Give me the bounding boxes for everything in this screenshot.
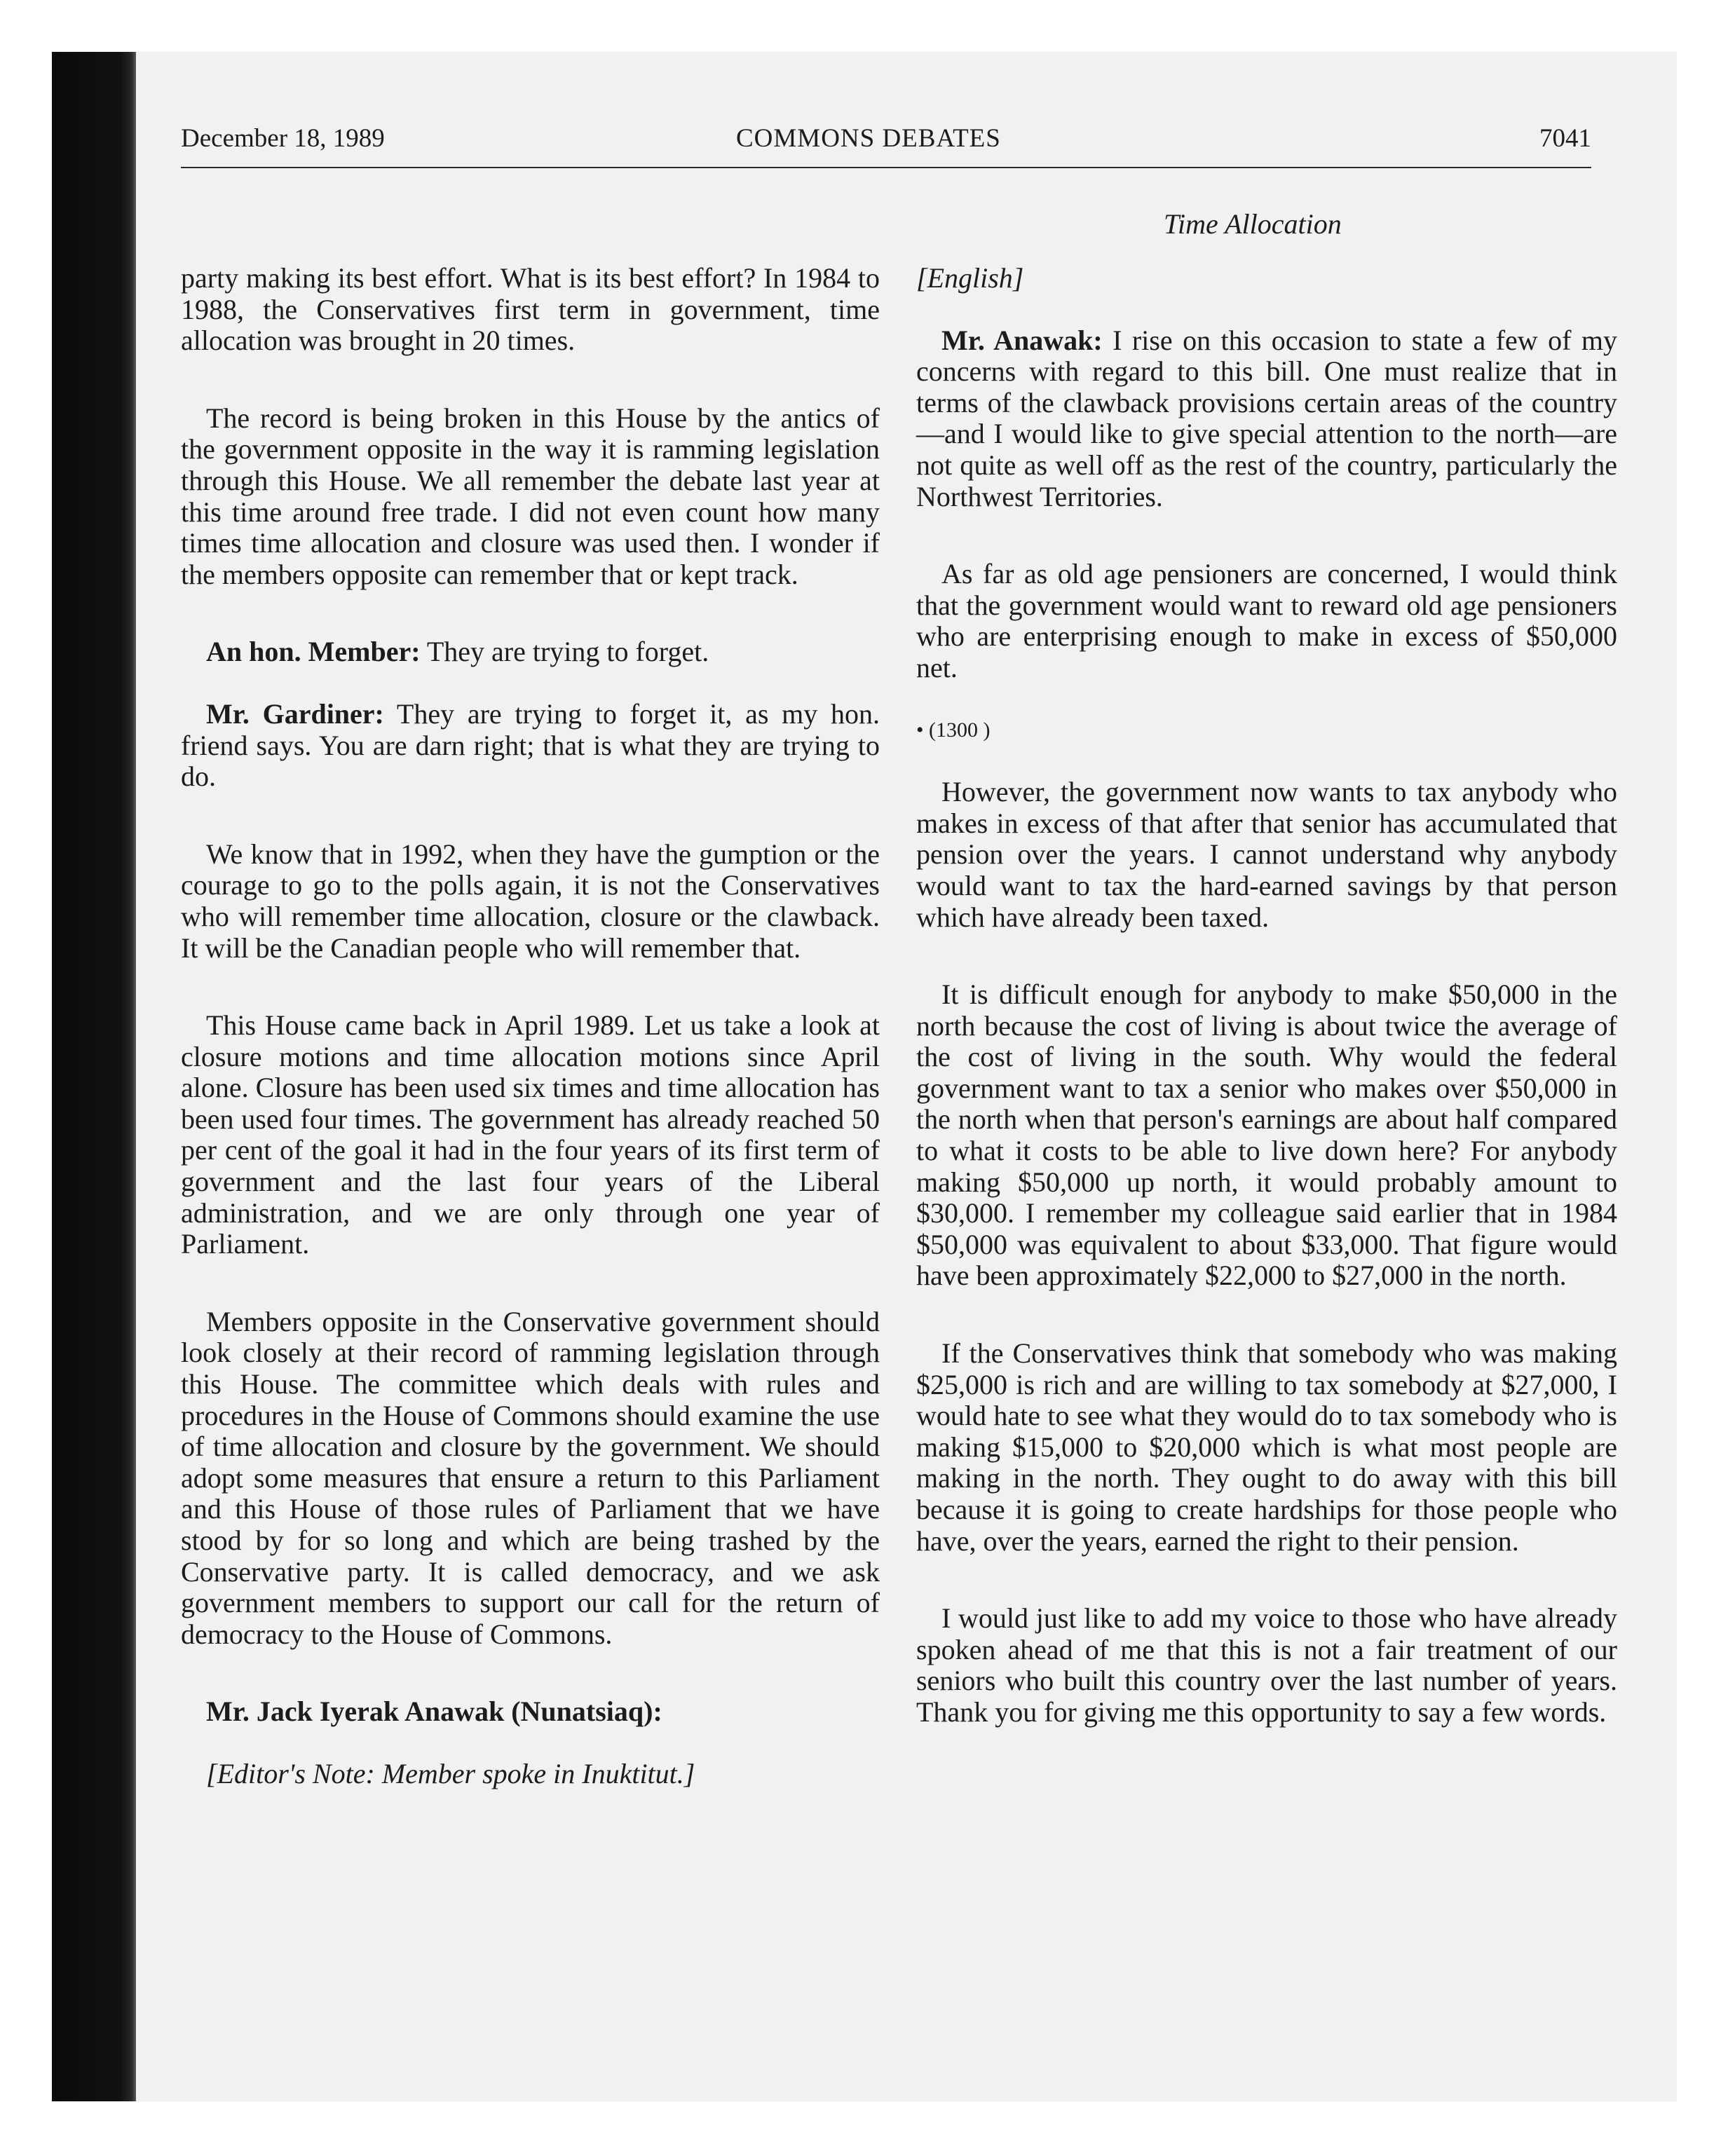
paragraph: The record is being broken in this House by the antics of the government opposite in the way it is ramming legislation through this House. We all remember the debate last year at this time around free trade. I did not even count how many times time allocation and closure was used then. I wonder if the members opposite can remember that or kept track. — [181, 402, 880, 590]
page-number: 7041 — [1539, 124, 1591, 153]
book-spine-shadow — [52, 52, 136, 2101]
header-rule — [181, 167, 1591, 168]
speaker-name: Mr. Jack Iyerak Anawak (Nunatsiaq): — [206, 1696, 662, 1728]
speech-paragraph — [916, 325, 1617, 513]
paragraph: We know that in 1992, when they have the gumption or the courage to go to the polls again, it is not the Conservatives who will remember time allocation, closure or the clawback. It will be the Canadian people who will remember that. — [181, 838, 880, 964]
header-title: COMMONS DEBATES — [736, 124, 1001, 153]
speaker-name: Mr. Anawak: — [941, 324, 1103, 356]
right-column — [916, 263, 1617, 1775]
paragraph: I would just like to add my voice to those who have already spoken ahead of me that this is not a fair treatment of our seniors who built this country over the last number of years. Thank you for giving me this opportunity to say a few words. — [916, 1602, 1617, 1728]
paragraph: This House came back in April 1989. Let us take a look at closure motions and time allocation motions since April alone. Closure has been used six times and time allocation has been used four times. The government has already reached 50 per cent of the goal it had in the four years of its first term of government and the last four years of the Liberal administration, and we are only through one year of Parliament. — [181, 1009, 880, 1260]
paragraph: If the Conservatives think that somebody who was making $25,000 is rich and are willing to tax somebody at $27,000, I would hate to see what they would do to tax somebody who is making $15,000 to $20,000 which is what most people are making in the north. They ought to do away with this bill because it is going to create hardships for those people who have, over the years, earned the right to their pension. — [916, 1337, 1617, 1557]
paragraph: Members opposite in the Conservative government should look closely at their record of ramming legislation through this House. The committee which deals with rules and procedures in the House of Commons should examine the use of time allocation and closure by the government. We should adopt some measures that ensure a return to this Parliament and this House of those rules of Parliament that we have stood by for so long and which are being trashed by the Conservative party. It is called democracy, and we ask government members to support our call for the return of democracy to the House of Commons. — [181, 1305, 880, 1650]
speech-text: They are trying to forget. — [426, 636, 709, 668]
speech-text: I rise on this occasion to state a few of my concerns with regard to this bill. One must realize that in terms of the clawback provisions certain areas of the country—and I would like to give special attention to the north—are not quite as well off as the rest of the country, particularly the Northwest Territories. — [916, 324, 1618, 512]
header-date: December 18, 1989 — [181, 124, 385, 153]
paragraph: It is difficult enough for anybody to make $50,000 in the north because the cost of living is about twice the average of the cost of living in the south. Why would the federal government want to tax a senior who makes over $50,000 in the north when that person's earnings are about half compared to what it costs to be able to live down here? For anybody making $50,000 up north, it would probably amount to $30,000. I remember my colleague said earlier that in 1984 $50,000 was equivalent to about $33,000. That figure would have been approximately $22,000 to $27,000 in the north. — [916, 978, 1617, 1292]
speaker-name: Mr. Gardiner: — [206, 697, 384, 730]
paragraph: party making its best effort. What is its best effort? In 1984 to 1988, the Conservatives first term in government, time allocation was brought in 20 times. — [181, 262, 880, 357]
speech-text: They are trying to forget it, as my hon. friend says. You are darn right; that is what they are trying to do. — [181, 697, 880, 793]
left-column — [181, 263, 880, 1836]
speech-paragraph — [181, 636, 880, 668]
speech-paragraph — [181, 1696, 880, 1728]
editors-note: [Editor's Note: Member spoke in Inuktitut.] — [206, 1757, 695, 1789]
paragraph: However, the government now wants to tax anybody who makes in excess of that after that senior has accumulated that pension over the years. I cannot understand why anybody would want to tax the hard-earned savings by that person which have already been taxed. — [916, 776, 1617, 933]
speech-paragraph — [181, 699, 880, 793]
language-tag: [English] — [916, 262, 1024, 294]
time-marker: • (1300 ) — [916, 718, 991, 742]
section-topic: Time Allocation — [1164, 208, 1342, 240]
paragraph: As far as old age pensioners are concerned, I would think that the government would want to reward old age pensioners who are enterprising enough to make in excess of $50,000 net. — [916, 558, 1617, 683]
speaker-name: An hon. Member: — [206, 636, 421, 668]
